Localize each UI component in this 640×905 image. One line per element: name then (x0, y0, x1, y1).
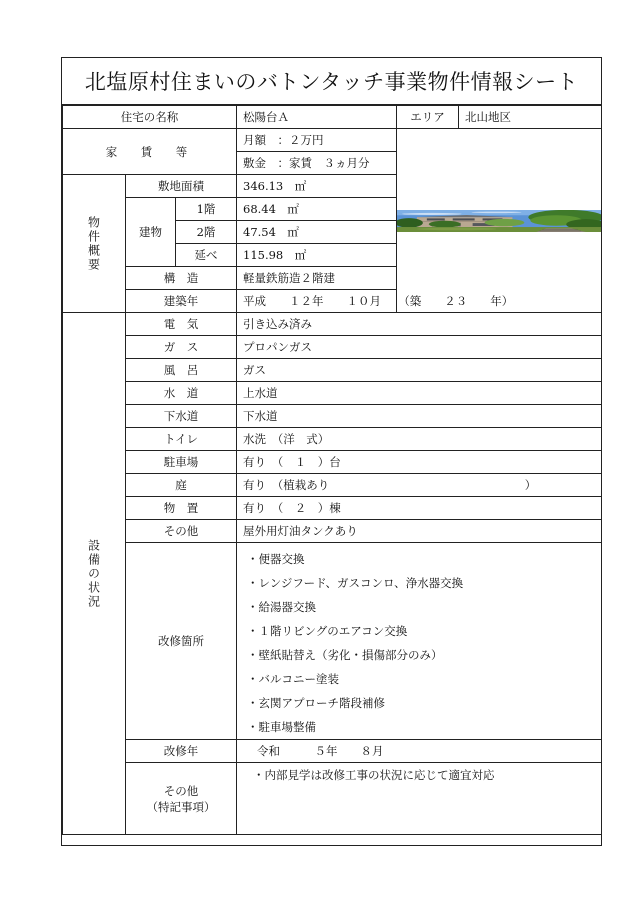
list-item: ・玄関アプローチ階段補修 (247, 696, 385, 710)
facility-label: 電 気 (126, 313, 237, 336)
facility-value: 引き込み済み (237, 313, 602, 336)
name-label: 住宅の名称 (63, 106, 237, 129)
facility-value: プロパンガス (237, 336, 602, 359)
list-item: ・駐車場整備 (247, 720, 316, 734)
land-value: 346.13 ㎡ (237, 175, 397, 198)
renovation-list-cell (237, 543, 602, 740)
land-label: 敷地面積 (126, 175, 237, 198)
floor2-label: 2階 (176, 221, 237, 244)
facility-label: 水 道 (126, 382, 237, 405)
facility-label: 駐車場 (126, 451, 237, 474)
house-photo-image (397, 210, 601, 232)
facility-label: その他 (126, 520, 237, 543)
built-value: 平成 １２年 １０月 （築 ２３ 年） (237, 290, 602, 313)
floor1-value: 68.44 ㎡ (237, 198, 397, 221)
facility-label: トイレ (126, 428, 237, 451)
floor2-value: 47.54 ㎡ (237, 221, 397, 244)
total-value: 115.98 ㎡ (237, 244, 397, 267)
list-item: ・給湯器交換 (247, 600, 316, 614)
facility-value: ガス (237, 359, 602, 382)
facility-value: 有り （ ２ ）棟 (237, 497, 602, 520)
total-label: 延べ (176, 244, 237, 267)
structure-value: 軽量鉄筋造２階建 (237, 267, 397, 290)
building-label: 建物 (126, 198, 176, 267)
sheet-title: 北塩原村住まいのバトンタッチ事業物件情報シート (62, 58, 601, 105)
rent-monthly: 月額 ：２万円 (237, 129, 397, 152)
facility-label: 庭 (126, 474, 237, 497)
facility-label: ガ ス (126, 336, 237, 359)
name-value: 松陽台Ａ (237, 106, 397, 129)
renovation-year-value: 令和 ５年 ８月 (237, 740, 602, 763)
facility-label: 下水道 (126, 405, 237, 428)
facility-value: 上水道 (237, 382, 602, 405)
area-label: エリア (397, 106, 459, 129)
facilities-label: 設備の状況 (63, 313, 126, 835)
list-item: ・バルコニー塗装 (247, 672, 339, 686)
area-value: 北山地区 (459, 106, 602, 129)
notes-value: ・内部見学は改修工事の状況に応じて適宜対応 (237, 763, 602, 835)
rent-label: 家 賃 等 (63, 129, 237, 175)
overview-label: 物件概要 (63, 175, 126, 313)
notes-label (126, 763, 237, 835)
house-photo (397, 129, 602, 313)
property-table (62, 105, 602, 835)
info-sheet (61, 57, 602, 846)
renovation-year-label: 改修年 (126, 740, 237, 763)
list-item: ・１階リビングのエアコン交換 (247, 624, 408, 638)
renovation-label: 改修箇所 (126, 543, 237, 740)
facility-value: 有り （植栽あり ） (237, 474, 602, 497)
facility-value: 下水道 (237, 405, 602, 428)
facility-value: 有り （ １ ）台 (237, 451, 602, 474)
rent-deposit: 敷金 ：家賃 ３ヵ月分 (237, 152, 397, 175)
notes-label-line2: （特記事項） (146, 799, 216, 814)
facility-label: 物 置 (126, 497, 237, 520)
facility-label: 風 呂 (126, 359, 237, 382)
built-label: 建築年 (126, 290, 237, 313)
list-item: ・レンジフード、ガスコンロ、浄水器交換 (247, 576, 464, 590)
structure-label: 構 造 (126, 267, 237, 290)
floor1-label: 1階 (176, 198, 237, 221)
list-item: ・便器交換 (247, 552, 305, 566)
notes-label-line1: その他 (163, 783, 199, 798)
renovation-list (237, 543, 601, 739)
facility-value: 屋外用灯油タンクあり (237, 520, 602, 543)
facility-value: 水洗 （洋 式） (237, 428, 602, 451)
list-item: ・壁紙貼替え（劣化・損傷部分のみ） (247, 648, 443, 662)
